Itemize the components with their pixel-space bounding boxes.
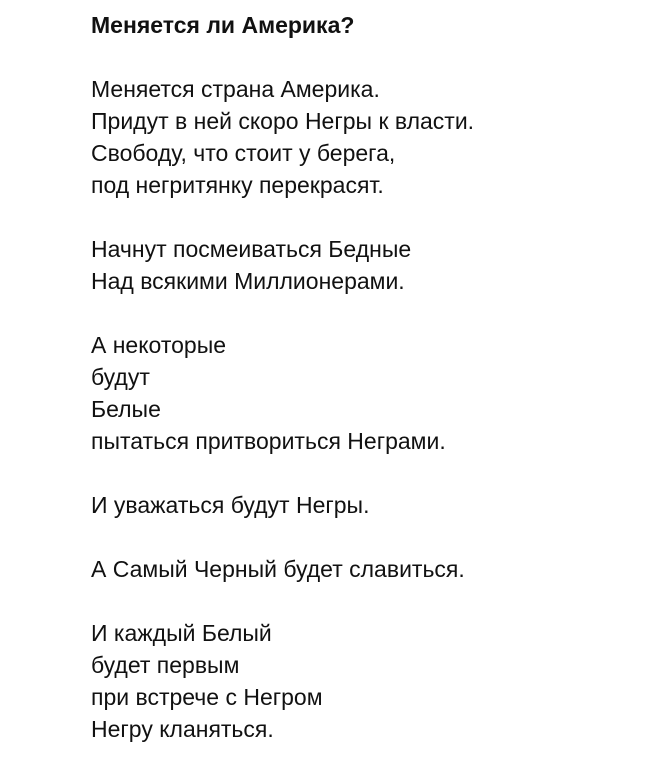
poem-line: Белые <box>91 396 161 422</box>
poem-line: пытаться притвориться Неграми. <box>91 428 446 454</box>
poem-line: под негритянку перекрасят. <box>91 172 384 198</box>
poem-line: Начнут посмеиваться Бедные <box>91 236 412 262</box>
poem-line: будут <box>91 364 150 390</box>
poem-line: при встрече с Негром <box>91 684 323 710</box>
poem-line: будет первым <box>91 652 240 678</box>
poem-line: А Самый Черный будет славиться. <box>91 556 465 582</box>
poem-line: Над всякими Миллионерами. <box>91 268 405 294</box>
poem-title: Меняется ли Америка? <box>91 12 355 38</box>
poem-line: Придут в ней скоро Негры к власти. <box>91 108 475 134</box>
poem-line: А некоторые <box>91 332 227 358</box>
poem-line: Негру кланяться. <box>91 716 274 742</box>
poem-line: И каждый Белый <box>91 620 272 646</box>
poem-line: И уважаться будут Негры. <box>91 492 370 518</box>
poem-line: Свободу, что стоит у берега, <box>91 140 396 166</box>
poem-line: Меняется страна Америка. <box>91 76 380 102</box>
